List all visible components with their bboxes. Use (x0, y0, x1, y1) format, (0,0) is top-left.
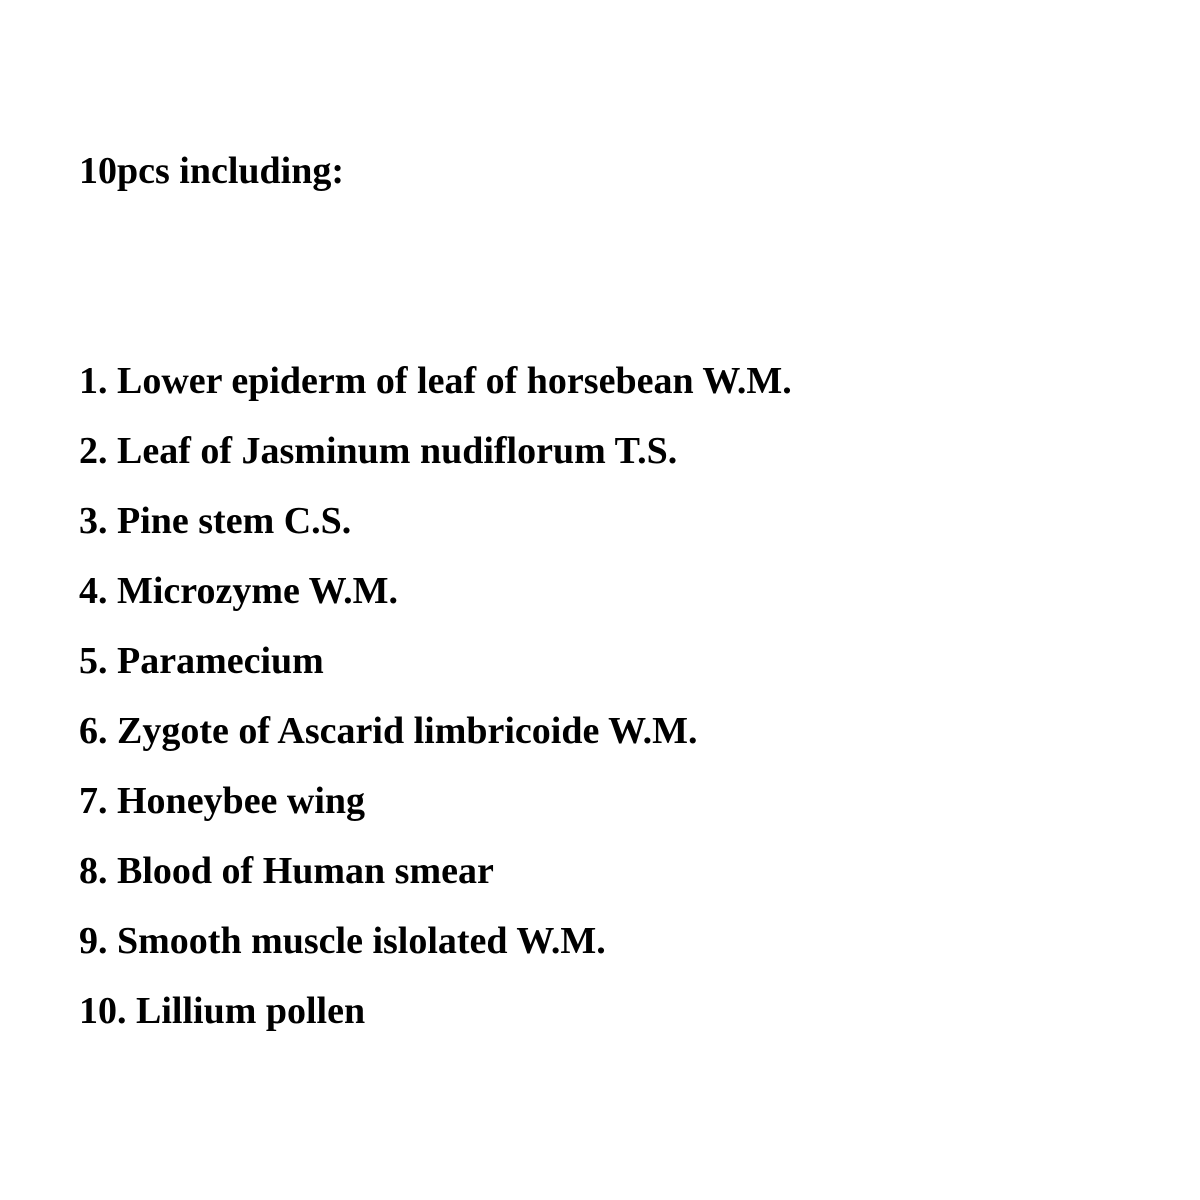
list-item: 3. Pine stem C.S. (79, 500, 352, 542)
list-item: 5. Paramecium (79, 640, 324, 682)
list-item: 4. Microzyme W.M. (79, 570, 399, 612)
list-item: 2. Leaf of Jasminum nudiflorum T.S. (79, 430, 678, 472)
list-item: 7. Honeybee wing (79, 780, 366, 822)
list-item: 10. Lillium pollen (79, 990, 366, 1032)
list-item: 9. Smooth muscle islolated W.M. (79, 920, 606, 962)
slide-list (79, 358, 792, 1058)
list-item: 6. Zygote of Ascarid limbricoide W.M. (79, 710, 698, 752)
list-heading: 10pcs including: (79, 150, 345, 192)
list-item: 8. Blood of Human smear (79, 850, 494, 892)
list-item: 1. Lower epiderm of leaf of horsebean W.M. (79, 360, 792, 402)
